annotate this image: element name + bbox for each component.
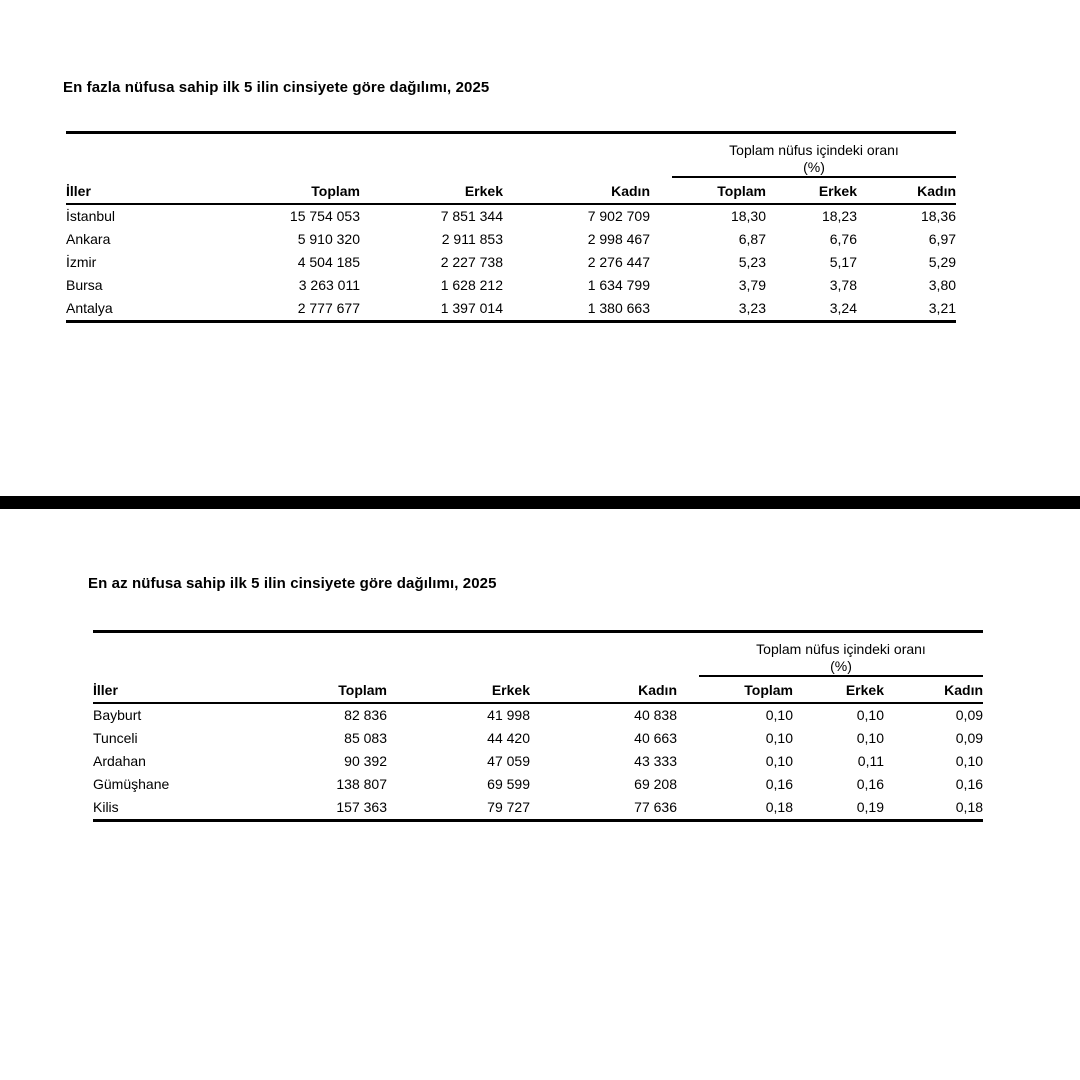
ratio-total-cell: 0,10 (765, 730, 793, 746)
ratio-female-cell: 0,18 (955, 799, 984, 815)
total-cell: 4 504 185 (297, 254, 360, 270)
table-row (93, 703, 983, 727)
female-cell: 7 902 709 (587, 208, 650, 224)
ratio-group-header (699, 632, 983, 677)
ratio-female-cell: 0,10 (955, 753, 984, 769)
female-cell: 77 636 (634, 799, 677, 815)
section-separator (0, 496, 1080, 509)
ratio-group-header-line2: (%) (803, 159, 825, 175)
column-header-iller: İller (66, 177, 216, 204)
ratio-total-cell: 0,18 (765, 799, 793, 815)
ratio-female-cell: 18,36 (920, 208, 957, 224)
province-cell: Ardahan (93, 753, 146, 769)
ratio-female-cell: 5,29 (928, 254, 957, 270)
male-cell: 44 420 (487, 730, 530, 746)
column-header-erkek: Erkek (360, 177, 503, 204)
ratio-female-cell: 3,21 (928, 300, 957, 316)
table-row (66, 251, 956, 274)
column-header-oran-erkek: Erkek (766, 177, 857, 204)
male-cell: 69 599 (487, 776, 530, 792)
group-header-spacer (93, 632, 699, 677)
ratio-total-cell: 0,10 (765, 753, 793, 769)
total-cell: 82 836 (344, 707, 387, 723)
ratio-female-cell: 3,80 (928, 277, 957, 293)
total-cell: 138 807 (336, 776, 387, 792)
ratio-male-cell: 0,16 (856, 776, 884, 792)
ratio-male-cell: 0,11 (857, 753, 884, 769)
group-header-spacer (66, 133, 672, 178)
female-cell: 43 333 (634, 753, 677, 769)
ratio-group-header-line1: Toplam nüfus içindeki oranı (756, 641, 926, 657)
male-cell: 1 628 212 (440, 277, 503, 293)
male-cell: 79 727 (487, 799, 530, 815)
highest-population-table (66, 131, 956, 323)
total-cell: 85 083 (344, 730, 387, 746)
ratio-total-cell: 6,87 (738, 231, 766, 247)
ratio-total-cell: 18,30 (730, 208, 766, 224)
table2-title: En az nüfusa sahip ilk 5 ilin cinsiyete göre dağılımı, 2025 (88, 575, 497, 592)
male-cell: 1 397 014 (440, 300, 503, 316)
column-header-oran-toplam: Toplam (699, 676, 793, 703)
table1-title: En fazla nüfusa sahip ilk 5 ilin cinsiyete göre dağılımı, 2025 (63, 79, 490, 96)
ratio-total-cell: 3,23 (738, 300, 766, 316)
male-cell: 47 059 (487, 753, 530, 769)
total-cell: 157 363 (336, 799, 387, 815)
ratio-female-cell: 6,97 (928, 231, 957, 247)
female-cell: 40 663 (634, 730, 677, 746)
group-header-row (93, 632, 983, 677)
column-header-oran-toplam: Toplam (672, 177, 766, 204)
female-cell: 69 208 (634, 776, 677, 792)
column-header-iller: İller (93, 676, 243, 703)
province-cell: Kilis (93, 799, 119, 815)
province-cell: Bayburt (93, 707, 142, 723)
ratio-male-cell: 0,10 (856, 730, 884, 746)
total-cell: 3 263 011 (298, 277, 360, 293)
province-cell: İzmir (66, 254, 97, 270)
ratio-female-cell: 0,09 (955, 707, 984, 723)
province-cell: Gümüşhane (93, 776, 170, 792)
ratio-group-header-line1: Toplam nüfus içindeki oranı (729, 142, 899, 158)
province-cell: Ankara (66, 231, 111, 247)
ratio-group-header (672, 133, 956, 178)
ratio-male-cell: 6,76 (829, 231, 857, 247)
female-cell: 2 998 467 (587, 231, 650, 247)
ratio-male-cell: 0,19 (856, 799, 884, 815)
total-cell: 2 777 677 (297, 300, 360, 316)
table-row (93, 727, 983, 750)
table-row (66, 228, 956, 251)
ratio-total-cell: 0,16 (765, 776, 793, 792)
column-header-oran-kadin: Kadın (884, 676, 983, 703)
table-row (93, 796, 983, 821)
female-cell: 1 634 799 (587, 277, 650, 293)
column-header-row (66, 177, 956, 204)
column-header-erkek: Erkek (387, 676, 530, 703)
ratio-female-cell: 0,16 (955, 776, 984, 792)
ratio-male-cell: 5,17 (829, 254, 857, 270)
ratio-total-cell: 0,10 (765, 707, 793, 723)
group-header-row (66, 133, 956, 178)
table-row (93, 773, 983, 796)
column-header-oran-erkek: Erkek (793, 676, 884, 703)
female-cell: 40 838 (634, 707, 677, 723)
total-cell: 5 910 320 (297, 231, 360, 247)
total-cell: 15 754 053 (289, 208, 360, 224)
ratio-male-cell: 3,78 (829, 277, 857, 293)
column-header-oran-kadin: Kadın (857, 177, 956, 204)
male-cell: 2 227 738 (440, 254, 503, 270)
column-header-toplam: Toplam (216, 177, 360, 204)
column-header-row (93, 676, 983, 703)
province-cell: Bursa (66, 277, 103, 293)
province-cell: İstanbul (66, 208, 116, 224)
ratio-group-header-line2: (%) (830, 658, 852, 674)
column-header-toplam: Toplam (243, 676, 387, 703)
ratio-male-cell: 0,10 (856, 707, 884, 723)
ratio-male-cell: 18,23 (821, 208, 857, 224)
table-row (93, 750, 983, 773)
province-cell: Tunceli (93, 730, 138, 746)
male-cell: 2 911 853 (441, 231, 503, 247)
male-cell: 41 998 (487, 707, 530, 723)
province-cell: Antalya (66, 300, 113, 316)
table-row (66, 274, 956, 297)
table-row (66, 297, 956, 322)
table-row (66, 204, 956, 228)
column-header-kadin: Kadın (503, 177, 672, 204)
column-header-kadin: Kadın (530, 676, 699, 703)
ratio-total-cell: 3,79 (738, 277, 766, 293)
total-cell: 90 392 (344, 753, 387, 769)
lowest-population-table (93, 630, 983, 822)
female-cell: 2 276 447 (587, 254, 650, 270)
ratio-female-cell: 0,09 (955, 730, 984, 746)
male-cell: 7 851 344 (440, 208, 503, 224)
ratio-male-cell: 3,24 (829, 300, 857, 316)
ratio-total-cell: 5,23 (738, 254, 766, 270)
female-cell: 1 380 663 (587, 300, 650, 316)
